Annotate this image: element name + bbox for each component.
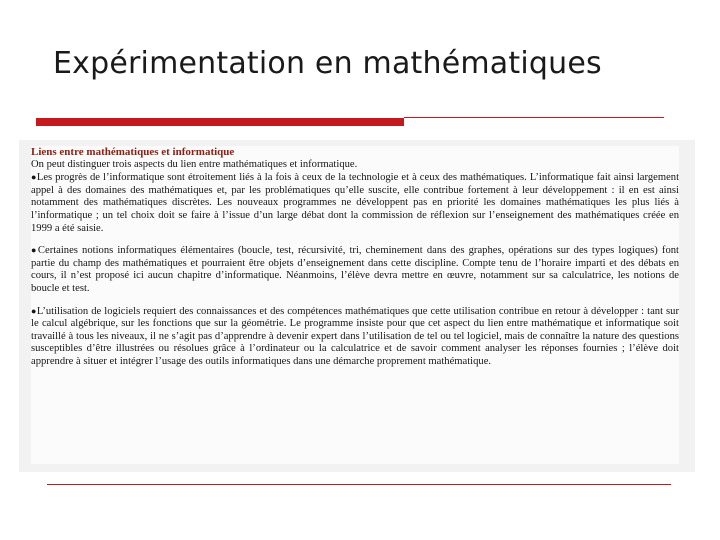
paragraph-text: Les progrès de l’informatique sont étroitement liés à la fois à ceux de la technologie et à ceux des mathématiques. L’informatique fait ainsi largement appel à des domaines des mathématiques et, par les problématiques qu’elle suscite, elle contribue fortement à leur développement : il en est ainsi notamment des mathématiques discrètes. Les nouveaux programmes ne développent pas en priorité les domaines mathématiques les plus liés à l’informatique ; un tel choix doit se faire à l’issue d’un large débat dont la commission de réflexion sur l’enseignement des mathématiques créée en 1999 a été saisie. bbox=[31, 172, 679, 234]
slide-title: Expérimentation en mathématiques bbox=[53, 46, 602, 81]
excerpt-heading: Liens entre mathématiques et informatique bbox=[31, 146, 235, 158]
title-underline-line bbox=[404, 117, 664, 118]
title-underline-block bbox=[36, 118, 404, 126]
bullet-icon: ● bbox=[31, 305, 37, 316]
excerpt-paragraph-3 bbox=[31, 305, 679, 369]
excerpt-intro: On peut distinguer trois aspects du lien entre mathématiques et informatique. bbox=[31, 158, 358, 170]
bullet-icon: ● bbox=[31, 245, 38, 256]
scanned-excerpt bbox=[19, 140, 695, 472]
scanned-page bbox=[31, 146, 679, 464]
paragraph-text: L’utilisation de logiciels requiert des connaissances et des compétences mathématiques que cette utilisation contribue en retour à développer : tant sur le calcul algébrique, sur les fonctions que sur la géométrie. Le programme insiste pour que cet aspect du lien entre mathématique et informatique soit travaillé à tous les niveaux, il ne s’agit pas d’apprendre à devenir expert dans l’utilisation de tel ou tel logiciel, mais de connaître la nature des questions susceptibles d’être illustrées ou résolues grâce à l’ordinateur ou la calculatrice et de savoir comment analyser les réponses fournies ; l’élève doit apprendre à situer et intégrer l’usage des outils informatiques dans une démarche proprement mathématique. bbox=[31, 305, 679, 367]
excerpt-paragraph-2 bbox=[31, 244, 679, 295]
paragraph-text: Certaines notions informatiques élémentaires (boucle, test, récursivité, tri, cheminement dans des graphes, opérations sur des types logiques) font partie du champ des mathématiques et pourraient être objets d’enseignement dans cette discipline. Compte tenu de l’horaire imparti et des débats en cours, il n’est proposé ici aucun chapitre d’informatique. Néanmoins, l’élève devra mettre en œuvre, notamment sur sa calculatrice, les notions de boucle et test. bbox=[31, 245, 679, 294]
footer-rule bbox=[47, 484, 671, 485]
bullet-icon: ● bbox=[31, 172, 37, 183]
excerpt-paragraph-1 bbox=[31, 171, 679, 235]
title-underline bbox=[36, 116, 664, 126]
